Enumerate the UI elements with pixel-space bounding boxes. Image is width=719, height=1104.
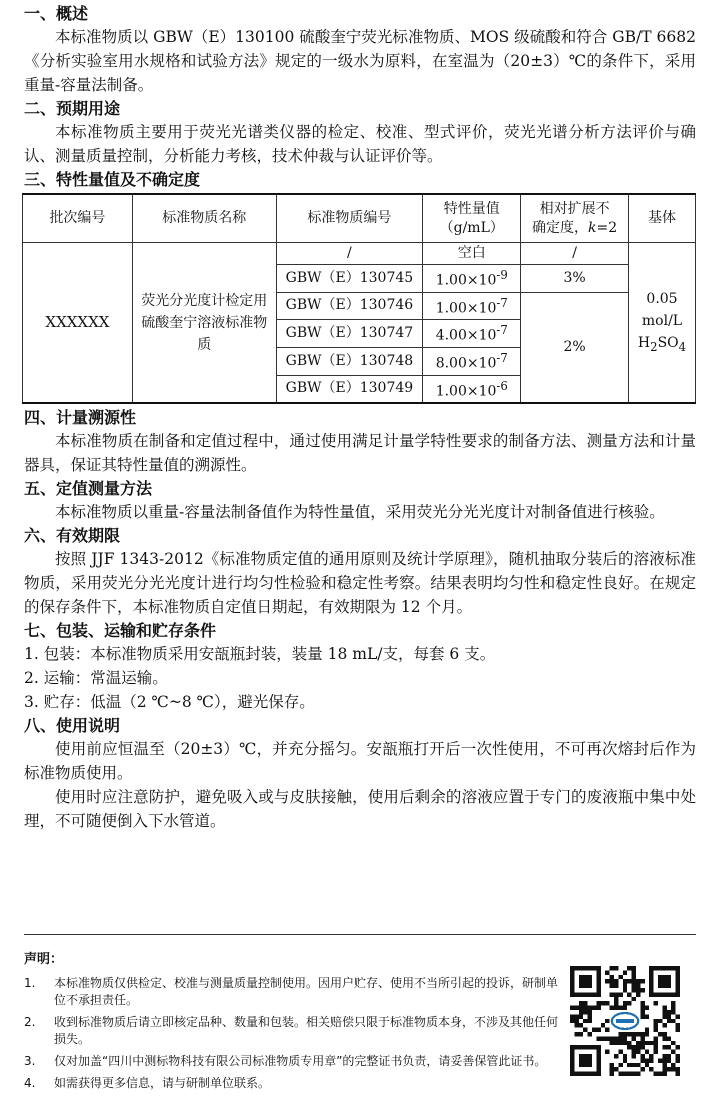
value-exponent: -9 <box>496 268 508 282</box>
qr-module <box>627 1001 631 1005</box>
qr-module <box>671 1067 675 1071</box>
qr-module <box>574 1023 578 1027</box>
qr-module <box>640 1036 644 1040</box>
qr-module <box>583 1019 587 1023</box>
qr-module <box>627 1072 631 1076</box>
notice-item-text: 本标准物质仅供检定、校准与测量质量控制使用。因用户贮存、使用不当所引起的投诉，研制单位不承担责任。 <box>54 976 559 1007</box>
qr-module <box>667 1067 671 1071</box>
qr-module <box>632 1036 636 1040</box>
qr-module <box>614 1036 618 1040</box>
qr-module <box>570 1014 574 1018</box>
qr-module <box>614 992 618 996</box>
qr-module <box>658 1019 662 1023</box>
section-2-title: 二、预期用途 <box>24 99 121 118</box>
matrix-so: SO <box>657 334 679 351</box>
qr-module <box>632 979 636 983</box>
qr-module <box>614 984 618 988</box>
qr-module <box>654 1045 658 1049</box>
qr-module <box>610 984 614 988</box>
notice-title: 声明： <box>24 952 64 967</box>
section-2-text: 本标准物质主要用于荧光光谱类仪器的检定、校准、型式评价，荧光光谱分析方法评价与确认、测量质量控制，分析能力考核，技术仲裁与认证评价等。 <box>24 123 696 165</box>
qr-module <box>676 1045 680 1049</box>
notice-item <box>24 1014 564 1048</box>
qr-module <box>579 1006 583 1010</box>
matrix-line2: mol/L <box>641 312 683 329</box>
qr-module <box>671 1050 675 1054</box>
qr-module <box>601 1023 605 1027</box>
qr-module <box>662 1058 666 1062</box>
qr-module <box>662 1010 666 1014</box>
qr-module <box>623 1058 627 1062</box>
header-value-line2: （g/mL） <box>439 219 504 236</box>
qr-module <box>636 1041 640 1045</box>
qr-module <box>636 988 640 992</box>
qr-module <box>654 1072 658 1076</box>
value-mantissa: 1.00×10 <box>435 383 497 400</box>
qr-module <box>632 1032 636 1036</box>
qr-module <box>649 1067 653 1071</box>
qr-module <box>623 1041 627 1045</box>
qr-module <box>583 1010 587 1014</box>
notice-item-text: 收到标准物质后请立即核定品种、数量和包装。相关赔偿只限于标准物质本身，不涉及其他任何损失。 <box>54 1015 559 1046</box>
value-mantissa: 1.00×10 <box>435 300 497 317</box>
matrix-h: H <box>637 334 651 351</box>
qr-module <box>636 992 640 996</box>
qr-module <box>667 1019 671 1023</box>
qr-module <box>649 1058 653 1062</box>
qr-module <box>667 1058 671 1062</box>
qr-module <box>588 1019 592 1023</box>
qr-module <box>645 1063 649 1067</box>
qr-module <box>618 1041 622 1045</box>
qr-module <box>627 1032 631 1036</box>
qr-module <box>610 1067 614 1071</box>
header-unc-line1: 相对扩展不 <box>539 200 610 217</box>
qr-module <box>645 1041 649 1045</box>
qr-module <box>618 1036 622 1040</box>
value-exponent: -6 <box>496 378 508 393</box>
qr-module <box>632 1054 636 1058</box>
qr-module <box>596 1036 600 1040</box>
notice-item-number: 3. <box>24 1054 36 1068</box>
qr-module <box>640 1041 644 1045</box>
qr-module <box>605 1001 609 1005</box>
qr-module <box>662 1063 666 1067</box>
qr-module <box>645 1058 649 1062</box>
section-6-text: 按照 JJF 1343-2012《标准物质定值的通用原则及统计学原理》，随机抽取分装后的溶液标准物质，采用荧光分光光度计进行均匀性检验和稳定性考察。结果表明均匀性和稳定性良好。在规定的保存条件下，本标准物质自定值日期起，有效期限为 12 个月。 <box>24 550 696 617</box>
qr-finder-top-right <box>649 966 680 997</box>
qr-module <box>640 1001 644 1005</box>
cell-value <box>423 320 521 348</box>
qr-module <box>662 1067 666 1071</box>
qr-module <box>574 1032 578 1036</box>
qr-module <box>618 992 622 996</box>
header-name: 标准物质名称 <box>132 194 276 243</box>
qr-finder-top-left <box>570 966 601 997</box>
qr-module <box>662 1045 666 1049</box>
certificate-body <box>24 0 696 833</box>
cell-number: GBW（E）130745 <box>276 265 423 293</box>
qr-module <box>574 1014 578 1018</box>
qr-module <box>614 997 618 1001</box>
qr-module <box>570 1019 574 1023</box>
qr-code[interactable] <box>570 966 680 1076</box>
qr-module <box>618 975 622 979</box>
cell-value <box>423 292 521 320</box>
qr-module <box>640 1067 644 1071</box>
value-exponent: -7 <box>496 350 508 365</box>
value-mantissa: 4.00×10 <box>435 327 497 344</box>
qr-module <box>658 1032 662 1036</box>
qr-module <box>614 1041 618 1045</box>
qr-module <box>676 1028 680 1032</box>
qr-module <box>640 1006 644 1010</box>
value-mantissa: 1.00×10 <box>435 272 497 289</box>
qr-module <box>645 1006 649 1010</box>
qr-module <box>614 1001 618 1005</box>
notice-item <box>24 1053 564 1070</box>
qr-module <box>605 1028 609 1032</box>
qr-module <box>588 1010 592 1014</box>
cell-matrix <box>629 243 696 404</box>
qr-module <box>640 1032 644 1036</box>
qr-module <box>676 1058 680 1062</box>
qr-module <box>570 1006 574 1010</box>
value-mantissa: 8.00×10 <box>435 355 497 372</box>
matrix-line1: 0.05 <box>646 290 678 307</box>
notice-item-number: 1. <box>24 976 36 990</box>
qr-module <box>636 984 640 988</box>
section-8-text-1: 使用前应恒温至（20±3）℃，并充分摇匀。安瓿瓶打开后一次性使用，不可再次熔封后作为标准物质使用。 <box>24 740 696 783</box>
qr-module <box>671 1006 675 1010</box>
cell-batch: XXXXXX <box>23 243 133 404</box>
cell-value <box>423 347 521 375</box>
notice-item-text: 仅对加盖“四川中测标物科技有限公司标准物质专用章”的完整证书负责，请妥善保管此证书。 <box>54 1054 547 1068</box>
qr-module <box>632 970 636 974</box>
qr-module <box>636 979 640 983</box>
qr-module <box>583 1001 587 1005</box>
qr-module <box>671 1001 675 1005</box>
qr-module <box>632 1050 636 1054</box>
qr-module <box>579 1001 583 1005</box>
qr-module <box>654 1001 658 1005</box>
section-3-title: 三、特性量值及不确定度 <box>24 170 201 189</box>
qr-module <box>574 1006 578 1010</box>
matrix-sub-4: 4 <box>678 339 687 354</box>
qr-module <box>610 966 614 970</box>
qr-module <box>596 1006 600 1010</box>
matrix-sub-2: 2 <box>650 339 658 354</box>
notice-item <box>24 975 564 1009</box>
qr-module <box>596 1001 600 1005</box>
qr-module <box>592 1028 596 1032</box>
qr-module <box>605 970 609 974</box>
qr-module <box>645 1028 649 1032</box>
qr-module <box>596 1028 600 1032</box>
header-matrix: 基体 <box>629 194 696 243</box>
storage-item-packaging: 1. 包装：本标准物质采用安瓿瓶封装，装量 18 mL/支，每套 6 支。 <box>24 645 496 664</box>
section-7-title: 七、包装、运输和贮存条件 <box>24 621 217 641</box>
section-5-text: 本标准物质以重量-容量法制备值作为特性量值，采用荧光分光光度计对制备值进行核验。 <box>55 503 665 522</box>
cell-blank-value: 空白 <box>423 243 521 265</box>
qr-module <box>640 1058 644 1062</box>
qr-module <box>579 1023 583 1027</box>
qr-module <box>579 1010 583 1014</box>
qr-module <box>667 1054 671 1058</box>
qr-module <box>623 984 627 988</box>
qr-module <box>610 975 614 979</box>
cell-unc-rest: 2% <box>521 292 629 403</box>
qr-finder-bottom-left <box>570 1045 601 1076</box>
qr-module <box>627 1045 631 1049</box>
qr-module <box>649 1041 653 1045</box>
cell-number: GBW（E）130746 <box>276 292 423 320</box>
qr-module <box>676 1023 680 1027</box>
header-value-line1: 特性量值 <box>443 200 500 217</box>
qr-module <box>645 1050 649 1054</box>
qr-module <box>610 1036 614 1040</box>
qr-module <box>636 1032 640 1036</box>
qr-module <box>588 1006 592 1010</box>
qr-module <box>662 1036 666 1040</box>
header-uncertainty <box>521 194 629 243</box>
qr-module <box>658 1058 662 1062</box>
section-5-title: 五、定值测量方法 <box>24 479 153 499</box>
qr-module <box>614 1006 618 1010</box>
qr-module <box>601 1001 605 1005</box>
qr-module <box>632 1063 636 1067</box>
qr-module <box>640 988 644 992</box>
cell-name: 荧光分光度计检定用硫酸奎宁溶液标准物质 <box>132 243 276 404</box>
qr-module <box>671 1010 675 1014</box>
qr-module <box>623 1036 627 1040</box>
matrix-line3 <box>637 334 687 354</box>
specification-table <box>22 193 696 404</box>
qr-module <box>636 1045 640 1049</box>
cell-number: GBW（E）130747 <box>276 320 423 348</box>
qr-module <box>654 1050 658 1054</box>
section-1-text: 本标准物质以 GBW（E）130100 硫酸奎宁荧光标准物质、MOS 级硫酸和符合 GB/T 6682《分析实验室用水规格和试验方法》规定的一级水为原料，在室温为（20±3）℃的条件下，采用重量-容量法制备。 <box>24 28 696 94</box>
qr-module <box>623 970 627 974</box>
qr-module <box>632 975 636 979</box>
qr-module <box>601 1036 605 1040</box>
notice-item-text: 如需获得更多信息，请与研制单位联系。 <box>54 1076 271 1090</box>
qr-module <box>654 1023 658 1027</box>
qr-module <box>610 1041 614 1045</box>
qr-module <box>614 1067 618 1071</box>
section-6-title: 六、有效期限 <box>24 526 121 546</box>
qr-module <box>574 1019 578 1023</box>
section-8-text-2: 使用时应注意防护，避免吸入或与皮肤接触，使用后剩余的溶液应置于专门的废液瓶中集中处理，不可随便倒入下水管道。 <box>24 788 696 831</box>
header-unc-eq: =2 <box>596 219 618 236</box>
qr-module <box>583 1006 587 1010</box>
qr-module <box>667 1036 671 1040</box>
qr-module <box>662 1054 666 1058</box>
cell-blank-number: / <box>276 243 423 265</box>
qr-module <box>610 1063 614 1067</box>
qr-module <box>618 1050 622 1054</box>
qr-module <box>614 1054 618 1058</box>
qr-module <box>610 992 614 996</box>
qr-module <box>605 1050 609 1054</box>
section-4-text: 本标准物质在制备和定值过程中，通过使用满足计量学特性要求的制备方法、测量方法和计量器具，保证其特性量值的溯源性。 <box>24 432 696 475</box>
qr-module <box>618 1063 622 1067</box>
value-exponent: -7 <box>496 295 508 310</box>
qr-module <box>623 1006 627 1010</box>
header-value <box>423 194 521 243</box>
qr-module <box>676 1014 680 1018</box>
notice-section <box>24 948 564 1097</box>
qr-module <box>579 1032 583 1036</box>
qr-module <box>627 966 631 970</box>
qr-module <box>632 997 636 1001</box>
qr-module <box>618 1006 622 1010</box>
qr-module <box>592 1006 596 1010</box>
qr-module <box>632 988 636 992</box>
qr-module <box>649 1054 653 1058</box>
qr-module <box>605 1036 609 1040</box>
qr-module <box>636 1072 640 1076</box>
section-8-title: 八、使用说明 <box>24 716 121 736</box>
section-4-title: 四、计量溯源性 <box>24 408 137 428</box>
storage-item-storage: 3. 贮存：低温（2 ℃~8 ℃），避光保存。 <box>24 693 315 712</box>
qr-module <box>654 1036 658 1040</box>
qr-module <box>636 1050 640 1054</box>
notice-item-number: 4. <box>24 1076 36 1090</box>
qr-module <box>667 1010 671 1014</box>
qr-module <box>623 1054 627 1058</box>
qr-module <box>645 1014 649 1018</box>
qr-module <box>645 1032 649 1036</box>
header-batch: 批次编号 <box>23 194 133 243</box>
qr-module <box>662 1014 666 1018</box>
qr-module <box>676 1072 680 1076</box>
qr-module <box>614 966 618 970</box>
qr-module <box>662 1032 666 1036</box>
qr-module <box>640 979 644 983</box>
qr-module <box>676 1067 680 1071</box>
qr-module <box>640 1045 644 1049</box>
qr-module <box>632 1045 636 1049</box>
header-number: 标准物质编号 <box>276 194 423 243</box>
qr-module <box>667 1045 671 1049</box>
qr-module <box>583 1028 587 1032</box>
header-unc-line2: 确定度， <box>532 219 589 236</box>
qr-module <box>623 1001 627 1005</box>
qr-module <box>623 988 627 992</box>
qr-module <box>605 979 609 983</box>
notice-item <box>24 1075 564 1092</box>
cell-value <box>423 265 521 293</box>
qr-module <box>623 979 627 983</box>
cell-number: GBW（E）130748 <box>276 347 423 375</box>
qr-module <box>588 1014 592 1018</box>
cell-number: GBW（E）130749 <box>276 375 423 403</box>
qr-module <box>618 1032 622 1036</box>
qr-module <box>662 1072 666 1076</box>
qr-module <box>627 992 631 996</box>
qr-module <box>632 984 636 988</box>
header-unc-k: k <box>588 219 597 236</box>
notice-item-number: 2. <box>24 1015 36 1029</box>
qr-module <box>662 1023 666 1027</box>
qr-module <box>671 1063 675 1067</box>
qr-module <box>623 1072 627 1076</box>
qr-module <box>605 1019 609 1023</box>
qr-module <box>676 1054 680 1058</box>
qr-module <box>610 979 614 983</box>
table-row-blank <box>23 243 696 265</box>
qr-module <box>618 1072 622 1076</box>
qr-module <box>667 1014 671 1018</box>
qr-module <box>632 1072 636 1076</box>
storage-item-transport: 2. 运输：常温运输。 <box>24 669 168 688</box>
qr-module <box>671 1019 675 1023</box>
qr-module <box>640 1054 644 1058</box>
qr-module <box>610 1072 614 1076</box>
footer-divider <box>24 934 696 935</box>
qr-module <box>640 1014 644 1018</box>
qr-module <box>658 1072 662 1076</box>
qr-module <box>632 966 636 970</box>
qr-module <box>640 1010 644 1014</box>
value-exponent: -7 <box>496 323 508 338</box>
qr-module <box>654 1019 658 1023</box>
qr-module <box>627 979 631 983</box>
qr-module <box>671 1041 675 1045</box>
cell-blank-unc: / <box>521 243 629 265</box>
qr-module <box>662 1006 666 1010</box>
qr-module <box>579 1014 583 1018</box>
table-header-row <box>23 194 696 243</box>
cell-unc-first: 3% <box>521 265 629 293</box>
qr-module <box>636 1063 640 1067</box>
qr-module <box>588 1032 592 1036</box>
qr-module <box>623 1032 627 1036</box>
cell-value <box>423 375 521 403</box>
qr-module <box>654 1041 658 1045</box>
qr-logo <box>610 1010 641 1032</box>
qr-module <box>627 1063 631 1067</box>
qr-module <box>610 1006 614 1010</box>
qr-module <box>654 1028 658 1032</box>
section-1-title: 一、概述 <box>24 4 89 23</box>
qr-module <box>614 979 618 983</box>
qr-module <box>627 1041 631 1045</box>
